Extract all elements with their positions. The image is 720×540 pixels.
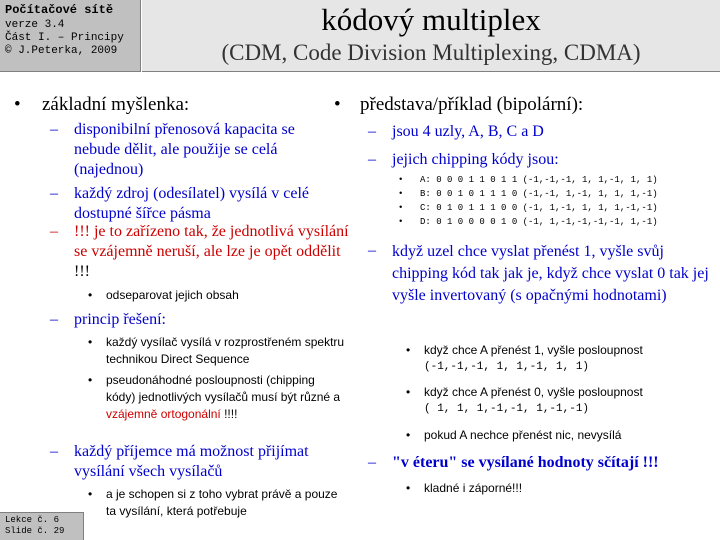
bullet-icon: • xyxy=(88,373,93,387)
sub-send-zero: když chce A přenést 0, vyšle posloupnost ( 1, 1, 1,-1,-1, 1,-1,-1) xyxy=(424,385,643,415)
code-row-b: • B: 0 0 1 0 1 1 1 0 (-1,-1, 1,-1, 1, 1, 1,-1) xyxy=(398,189,658,199)
bullet-icon: • xyxy=(88,487,93,501)
bullet-icon: • xyxy=(406,343,411,357)
sub-send-nothing: pokud A nechce přenést nic, nevysílá xyxy=(424,428,622,442)
sub-pseudorandom: pseudonáhodné posloupnosti (chipping kódy) jednotlivých vysílačů musí být různé a vzájemně ortogonální !!!! xyxy=(106,373,341,421)
bullet-icon: • xyxy=(88,288,93,302)
dash-icon: – xyxy=(368,123,376,140)
sub-chipping-codes: jejich chipping kódy jsou: xyxy=(392,151,559,168)
dash-icon: – xyxy=(368,151,376,168)
lecture-number: Lekce č. 6 xyxy=(5,515,60,525)
sub-ether-sum: "v éteru" se vysílané hodnoty sčítají !!! xyxy=(392,454,659,471)
dash-icon: – xyxy=(50,223,58,240)
code-row-c: • C: 0 1 0 1 1 1 0 0 (-1, 1,-1, 1, 1, 1,-1,-1) xyxy=(398,203,658,213)
bullet-main-idea: základní myšlenka: xyxy=(42,94,190,115)
author-label: © J.Peterka, 2009 xyxy=(5,45,118,57)
sub-each-source: každý zdroj (odesílatel) vysílá v celé dostupné šířce pásma xyxy=(74,185,310,222)
dash-icon: – xyxy=(368,242,376,259)
course-name: Počítačové sítě xyxy=(5,3,114,17)
sub-no-interference: !!! je to zařízeno tak, že jednotlivá vysílání se vzájemně neruší, ale lze je opět oddělit !!! xyxy=(74,223,349,280)
footer-box xyxy=(0,512,84,540)
dash-icon: – xyxy=(50,185,58,202)
sub-send-rule: když uzel chce vyslat přenést 1, vyšle svůj chipping kód tak jak je, když chce vyslat 0 tak jej vyšle invertovaný (s opačnými hodnotami) xyxy=(392,243,709,304)
slide-subtitle: (CDM, Code Division Multiplexing, CDMA) xyxy=(221,40,641,65)
part-label: Část I. – Principy xyxy=(5,32,124,44)
sub-select: a je schopen si z toho vybrat právě a pouze ta vysílání, která potřebuje xyxy=(106,487,338,518)
bullet-example: představa/příklad (bipolární): xyxy=(360,94,584,115)
header-box xyxy=(0,0,141,72)
bullet-icon: • xyxy=(334,94,341,115)
bullet-icon: • xyxy=(406,428,411,442)
sub-separate: odseparovat jejich obsah xyxy=(106,288,239,302)
slide-title: kódový multiplex xyxy=(321,2,541,37)
dash-icon: – xyxy=(50,443,58,460)
code-row-a: • A: 0 0 0 1 1 0 1 1 (-1,-1,-1, 1, 1,-1, 1, 1) xyxy=(398,175,658,185)
dash-icon: – xyxy=(50,121,58,138)
dash-icon: – xyxy=(368,454,376,471)
sub-capacity: disponibilní přenosová kapacita se nebude dělit, ale použije se celá (najednou) xyxy=(74,121,295,178)
bullet-icon: • xyxy=(88,335,93,349)
slide-number: Slide č. 29 xyxy=(5,526,65,536)
code-row-d: • D: 0 1 0 0 0 0 1 0 (-1, 1,-1,-1,-1,-1, 1,-1) xyxy=(398,217,658,227)
sub-positive-negative: kladné i záporné!!! xyxy=(424,481,523,495)
sub-each-receiver: každý příjemce má možnost přijímat vysílání všech vysílačů xyxy=(74,443,309,480)
version-label: verze 3.4 xyxy=(5,19,65,31)
bullet-icon: • xyxy=(406,481,411,495)
bullet-icon: • xyxy=(14,94,21,115)
bullet-icon: • xyxy=(406,385,411,399)
sub-direct-sequence: každý vysílač vysílá v rozprostřeném spektru technikou Direct Sequence xyxy=(106,335,345,366)
sub-send-one: když chce A přenést 1, vyšle posloupnost (-1,-1,-1, 1, 1,-1, 1, 1) xyxy=(424,343,643,373)
dash-icon: – xyxy=(50,311,58,328)
title-area xyxy=(142,0,720,72)
sub-principle: princip řešení: xyxy=(74,311,166,328)
code-list xyxy=(398,173,718,229)
sub-four-nodes: jsou 4 uzly, A, B, C a D xyxy=(392,123,544,140)
